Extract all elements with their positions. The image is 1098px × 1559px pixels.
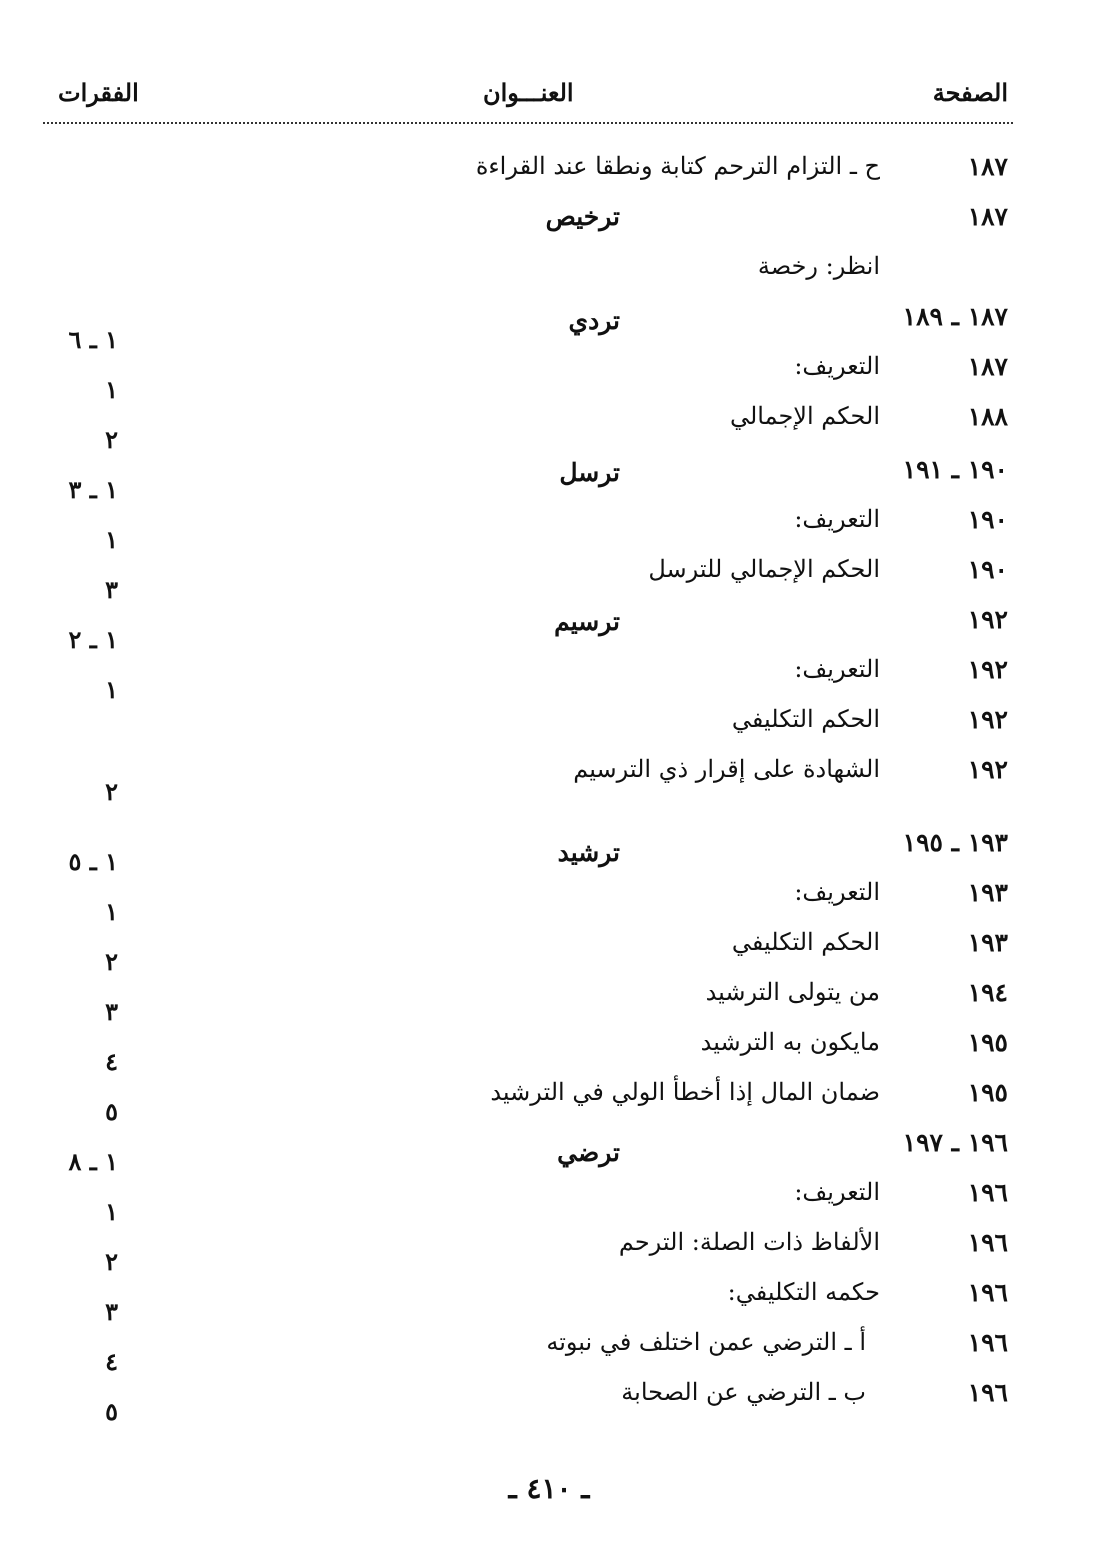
row-title: حكمه التكليفي: — [727, 1278, 880, 1306]
row-title: التعريف: — [794, 1178, 880, 1206]
row-page-number: ١٩٥ — [967, 1078, 1008, 1107]
row-page-number: ١٩٠ — [967, 505, 1008, 534]
row-heading-title: ترضي — [557, 1138, 620, 1167]
column-header-title: العنـــوان — [483, 78, 574, 107]
row-page-number: ١٩٢ — [967, 755, 1008, 784]
row-title: أ ـ الترضي عمن اختلف في نبوته — [546, 1328, 866, 1356]
row-title: التعريف: — [794, 352, 880, 380]
row-title: الحكم الإجمالي للترسل — [648, 555, 880, 583]
row-page-range: ١٩٠ ـ ١٩١ — [902, 455, 1008, 484]
row-paragraph: ٤ — [105, 1047, 118, 1076]
row-page-number: ١٩٣ — [967, 928, 1008, 957]
row-page-number: ١٩٤ — [967, 978, 1008, 1007]
row-page-number: ١٩٢ — [967, 705, 1008, 734]
row-page-number: ١٩٠ — [967, 555, 1008, 584]
row-paragraph: ١ — [105, 897, 118, 926]
row-heading-title: ترسيم — [554, 607, 620, 636]
row-title: التعريف: — [794, 505, 880, 533]
row-page-number: ١٨٧ — [967, 152, 1008, 181]
row-paragraph: ٥ — [105, 1397, 118, 1426]
row-title: الألفاظ ذات الصلة: الترحم — [618, 1228, 880, 1256]
row-paragraph: ٥ — [105, 1097, 118, 1126]
row-paragraph-range: ١ ـ ٣ — [68, 475, 118, 504]
column-header-paragraphs: الفقرات — [58, 78, 139, 107]
row-paragraph: ١ — [105, 375, 118, 404]
row-page-number: ١٩٦ — [967, 1228, 1008, 1257]
row-page-range: ١٩٦ ـ ١٩٧ — [902, 1128, 1008, 1157]
row-title: الحكم الإجمالي — [729, 402, 880, 430]
row-page-number: ١٩٢ — [967, 655, 1008, 684]
row-title: انظر: رخصة — [757, 252, 880, 280]
row-paragraph: ٢ — [105, 777, 118, 806]
row-paragraph: ٣ — [105, 997, 118, 1026]
row-page-number: ١٩٣ — [967, 878, 1008, 907]
row-page-number: ١٩٥ — [967, 1028, 1008, 1057]
row-paragraph: ٣ — [105, 575, 118, 604]
row-title: الحكم التكليفي — [731, 705, 880, 733]
row-paragraph: ٣ — [105, 1297, 118, 1326]
row-paragraph: ٢ — [105, 1247, 118, 1276]
row-page-number: ١٨٧ — [967, 202, 1008, 231]
row-title: من يتولى الترشيد — [705, 978, 880, 1006]
row-paragraph: ٢ — [105, 425, 118, 454]
row-page-number: ١٨٧ — [967, 352, 1008, 381]
row-paragraph-range: ١ ـ ٢ — [68, 625, 118, 654]
row-page-number: ١٩٦ — [967, 1178, 1008, 1207]
row-title: الشهادة على إقرار ذي الترسيم — [573, 755, 880, 783]
row-heading-title: ترخيص — [545, 202, 620, 231]
row-paragraph-range: ١ ـ ٦ — [68, 325, 118, 354]
row-title: مايكون به الترشيد — [700, 1028, 880, 1056]
row-title: الحكم التكليفي — [731, 928, 880, 956]
row-page-range: ١٨٧ ـ ١٨٩ — [902, 302, 1008, 331]
row-page-number: ١٨٨ — [967, 402, 1008, 431]
row-paragraph: ١ — [105, 1197, 118, 1226]
row-paragraph-range: ١ ـ ٨ — [68, 1147, 118, 1176]
row-page-number: ١٩٦ — [967, 1328, 1008, 1357]
row-title: ب ـ الترضي عن الصحابة — [621, 1378, 866, 1406]
row-heading-title: ترسل — [559, 458, 620, 487]
row-paragraph-range: ١ ـ ٥ — [68, 847, 118, 876]
row-title: ح ـ التزام الترحم كتابة ونطقا عند القراءة — [475, 152, 880, 180]
row-paragraph: ١ — [105, 525, 118, 554]
row-paragraph: ٤ — [105, 1347, 118, 1376]
row-page-number: ١٩٢ — [967, 605, 1008, 634]
header-dotted-divider — [43, 122, 1013, 124]
column-header-page: الصفحة — [932, 78, 1008, 107]
row-paragraph: ٢ — [105, 947, 118, 976]
row-title: التعريف: — [794, 655, 880, 683]
row-title: التعريف: — [794, 878, 880, 906]
row-title: ضمان المال إذا أخطأ الولي في الترشيد — [490, 1078, 880, 1106]
page-number-footer: ـ ٤١٠ ـ — [508, 1472, 590, 1505]
row-page-number: ١٩٦ — [967, 1278, 1008, 1307]
row-heading-title: تردي — [568, 306, 620, 335]
row-page-number: ١٩٦ — [967, 1378, 1008, 1407]
row-paragraph: ١ — [105, 675, 118, 704]
row-heading-title: ترشيد — [557, 838, 620, 867]
row-page-range: ١٩٣ ـ ١٩٥ — [902, 828, 1008, 857]
